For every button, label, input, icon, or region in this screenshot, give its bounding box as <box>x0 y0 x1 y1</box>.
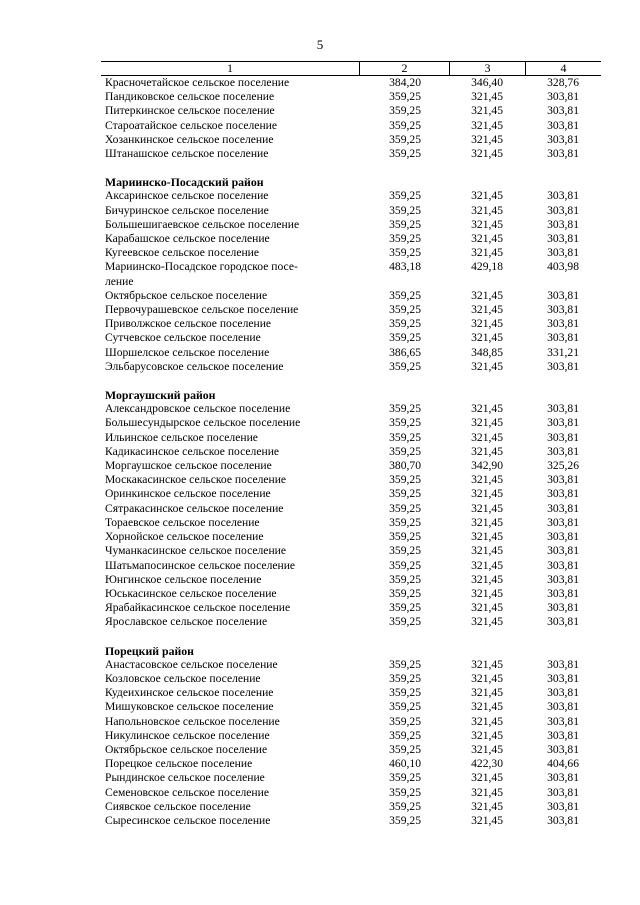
value-col-4: 303,81 <box>547 331 579 345</box>
table-row <box>101 90 601 104</box>
value-col-2: 359,25 <box>389 147 421 161</box>
settlement-name <box>101 260 360 288</box>
settlement-name: Никулинское сельское поселение <box>105 728 270 742</box>
table-row <box>101 587 601 601</box>
value-col-3: 321,45 <box>471 700 503 714</box>
value-col-2: 359,25 <box>389 530 421 544</box>
value-col-3: 321,45 <box>471 671 503 685</box>
value-col-2: 359,25 <box>389 572 421 586</box>
settlement-name: Моргаушское сельское поселение <box>105 459 272 473</box>
value-col-3: 321,45 <box>471 90 503 104</box>
page-number: 5 <box>316 37 324 52</box>
value-col-3: 321,45 <box>471 288 503 302</box>
settlement-name: Эльбарусовское сельское поселение <box>105 359 284 373</box>
value-col-3: 321,45 <box>471 303 503 317</box>
value-col-2: 359,25 <box>389 118 421 132</box>
value-col-3: 321,45 <box>471 147 503 161</box>
settlement-name: Бичуринское сельское поселение <box>105 203 269 217</box>
table-header <box>101 61 601 76</box>
value-col-4: 303,81 <box>547 813 579 827</box>
settlement-name: Аксаринское сельское поселение <box>105 189 269 203</box>
settlement-name: Хозанкинское сельское поселение <box>105 132 274 146</box>
table-row <box>101 218 601 232</box>
value-col-4: 303,81 <box>547 118 579 132</box>
settlement-name: Сятракасинское сельское поселение <box>105 501 284 515</box>
value-col-2: 460,10 <box>389 757 421 771</box>
value-col-3: 321,45 <box>471 515 503 529</box>
table-row <box>101 729 601 743</box>
settlement-name: Юнгинское сельское поселение <box>105 572 262 586</box>
settlement-name: Ильинское сельское поселение <box>105 430 258 444</box>
value-col-2: 380,70 <box>389 459 421 473</box>
value-col-3: 321,45 <box>471 742 503 756</box>
value-col-2: 359,25 <box>389 317 421 331</box>
table-row <box>101 232 601 246</box>
value-col-4: 303,81 <box>547 430 579 444</box>
table-row <box>101 360 601 374</box>
value-col-2: 359,25 <box>389 444 421 458</box>
value-col-2: 359,25 <box>389 714 421 728</box>
table-row <box>101 104 601 118</box>
value-col-4: 303,81 <box>547 601 579 615</box>
value-col-3: 321,45 <box>471 246 503 260</box>
settlement-name: Сутчевское сельское поселение <box>105 331 261 345</box>
value-col-4: 303,81 <box>547 572 579 586</box>
settlement-name: Шоршелское сельское поселение <box>105 345 270 359</box>
table-row <box>101 119 601 133</box>
value-col-3: 321,45 <box>471 586 503 600</box>
settlement-name: Сиявское сельское поселение <box>105 799 251 813</box>
value-col-3: 321,45 <box>471 331 503 345</box>
settlement-name: Сыресинское сельское поселение <box>105 813 271 827</box>
value-col-2: 359,25 <box>389 288 421 302</box>
value-col-2: 359,25 <box>389 515 421 529</box>
table-row <box>101 133 601 147</box>
value-col-4: 303,81 <box>547 615 579 629</box>
value-col-2: 359,25 <box>389 615 421 629</box>
settlement-name: Чуманкасинское сельское поселение <box>105 544 287 558</box>
value-col-4: 303,81 <box>547 671 579 685</box>
settlement-name: Староатайское сельское поселение <box>105 118 277 132</box>
value-col-4: 303,81 <box>547 303 579 317</box>
value-col-3: 321,45 <box>471 530 503 544</box>
value-col-4: 404,66 <box>547 757 579 771</box>
value-col-2: 359,25 <box>389 232 421 246</box>
table-row <box>101 416 601 430</box>
value-col-3: 321,45 <box>471 416 503 430</box>
table-row <box>101 573 601 587</box>
tariff-table <box>101 61 601 828</box>
settlement-name: Кадикасинское сельское поселение <box>105 444 280 458</box>
table-row <box>101 147 601 161</box>
value-col-3: 321,45 <box>471 189 503 203</box>
value-col-4: 303,81 <box>547 444 579 458</box>
settlement-name: Большесундырское сельское поселение <box>105 416 301 430</box>
header-col-2: 2 <box>360 62 450 75</box>
value-col-2: 359,25 <box>389 359 421 373</box>
settlement-name-line1: Мариинско-Посадское городское посе- <box>105 260 298 274</box>
value-col-2: 483,18 <box>389 260 421 274</box>
settlement-name: Штанашское сельское поселение <box>105 147 269 161</box>
table-row <box>101 516 601 530</box>
value-col-4: 303,81 <box>547 530 579 544</box>
value-col-3: 348,85 <box>471 345 503 359</box>
table-row <box>101 431 601 445</box>
settlement-name: Москакасинское сельское поселение <box>105 473 287 487</box>
value-col-4: 403,98 <box>547 260 579 274</box>
district-title: Моргаушский район <box>105 388 216 403</box>
value-col-2: 359,25 <box>389 487 421 501</box>
value-col-2: 359,25 <box>389 501 421 515</box>
table-row <box>101 530 601 544</box>
value-col-3: 321,45 <box>471 359 503 373</box>
value-col-2: 359,25 <box>389 430 421 444</box>
value-col-3: 321,45 <box>471 104 503 118</box>
value-col-4: 303,81 <box>547 785 579 799</box>
value-col-4: 303,81 <box>547 203 579 217</box>
value-col-3: 321,45 <box>471 317 503 331</box>
value-col-4: 303,81 <box>547 515 579 529</box>
table-row <box>101 771 601 785</box>
value-col-2: 359,25 <box>389 586 421 600</box>
settlement-name: Первочурашевское сельское поселение <box>105 303 299 317</box>
value-col-3: 321,45 <box>471 118 503 132</box>
value-col-4: 303,81 <box>547 217 579 231</box>
settlement-name: Напольновское сельское поселение <box>105 714 280 728</box>
settlement-name: Юськасинское сельское поселение <box>105 586 277 600</box>
value-col-3: 321,45 <box>471 771 503 785</box>
table-row <box>101 189 601 203</box>
table-row <box>101 544 601 558</box>
settlement-name: Оринкинское сельское поселение <box>105 487 271 501</box>
table-row <box>101 715 601 729</box>
value-col-4: 303,81 <box>547 473 579 487</box>
value-col-4: 303,81 <box>547 359 579 373</box>
settlement-name: Рындинское сельское поселение <box>105 771 265 785</box>
value-col-3: 321,45 <box>471 615 503 629</box>
header-col-4: 4 <box>560 61 567 75</box>
value-col-4: 303,81 <box>547 487 579 501</box>
value-col-3: 321,45 <box>471 657 503 671</box>
value-col-2: 359,25 <box>389 671 421 685</box>
table-row <box>101 473 601 487</box>
value-col-3: 321,45 <box>471 601 503 615</box>
value-col-4: 303,81 <box>547 246 579 260</box>
value-col-4: 303,81 <box>547 416 579 430</box>
table-row <box>101 800 601 814</box>
district-title: Мариинско-Посадский район <box>105 175 264 190</box>
settlement-name: Козловское сельское поселение <box>105 671 261 685</box>
table-row <box>101 204 601 218</box>
settlement-name: Красночетайское сельское поселение <box>105 76 290 89</box>
value-col-3: 321,45 <box>471 203 503 217</box>
value-col-2: 359,25 <box>389 799 421 813</box>
settlement-name: Октябрьское сельское поселение <box>105 742 268 756</box>
table-body <box>101 76 601 828</box>
header-col-1: 1 <box>101 62 360 75</box>
table-row <box>101 289 601 303</box>
value-col-2: 359,25 <box>389 657 421 671</box>
value-col-2: 359,25 <box>389 544 421 558</box>
table-row <box>101 757 601 771</box>
settlement-name-line2: ление <box>105 274 134 288</box>
value-col-2: 359,25 <box>389 728 421 742</box>
value-col-3: 321,45 <box>471 501 503 515</box>
value-col-2: 359,25 <box>389 246 421 260</box>
value-col-3: 321,45 <box>471 813 503 827</box>
table-row <box>101 459 601 473</box>
value-col-3: 342,90 <box>471 459 503 473</box>
table-row <box>101 487 601 501</box>
value-col-3: 321,45 <box>471 572 503 586</box>
settlement-name: Анастасовское сельское поселение <box>105 657 278 671</box>
value-col-4: 331,21 <box>547 345 579 359</box>
value-col-4: 328,76 <box>547 76 579 89</box>
settlement-name: Большешигаевское сельское поселение <box>105 217 300 231</box>
value-col-3: 321,45 <box>471 402 503 416</box>
value-col-2: 359,25 <box>389 601 421 615</box>
settlement-name: Мишуковское сельское поселение <box>105 700 274 714</box>
settlement-name: Кугеевское сельское поселение <box>105 246 260 260</box>
value-col-2: 359,25 <box>389 90 421 104</box>
value-col-4: 303,81 <box>547 714 579 728</box>
settlement-name: Карабашское сельское поселение <box>105 232 270 246</box>
value-col-2: 359,25 <box>389 217 421 231</box>
value-col-2: 386,65 <box>389 345 421 359</box>
settlement-name: Семеновское сельское поселение <box>105 785 269 799</box>
value-col-4: 303,81 <box>547 558 579 572</box>
value-col-4: 303,81 <box>547 544 579 558</box>
value-col-3: 321,45 <box>471 544 503 558</box>
value-col-3: 321,45 <box>471 487 503 501</box>
value-col-4: 303,81 <box>547 742 579 756</box>
settlement-name: Тораевское сельское поселение <box>105 515 260 529</box>
settlement-name: Кудеихинское сельское поселение <box>105 686 274 700</box>
table-row <box>101 559 601 573</box>
table-row <box>101 700 601 714</box>
value-col-3: 422,30 <box>471 757 503 771</box>
value-col-3: 346,40 <box>471 76 503 89</box>
table-row <box>101 502 601 516</box>
value-col-3: 321,45 <box>471 785 503 799</box>
value-col-4: 303,81 <box>547 700 579 714</box>
value-col-2: 359,25 <box>389 104 421 118</box>
value-col-4: 303,81 <box>547 104 579 118</box>
value-col-4: 303,81 <box>547 657 579 671</box>
settlement-name: Порецкое сельское поселение <box>105 757 253 771</box>
value-col-3: 321,45 <box>471 686 503 700</box>
value-col-4: 303,81 <box>547 501 579 515</box>
settlement-name: Приволжское сельское поселение <box>105 317 272 331</box>
value-col-2: 359,25 <box>389 189 421 203</box>
value-col-3: 321,45 <box>471 232 503 246</box>
value-col-3: 321,45 <box>471 728 503 742</box>
value-col-4: 303,81 <box>547 317 579 331</box>
settlement-name: Октябрьское сельское поселение <box>105 288 268 302</box>
value-col-3: 321,45 <box>471 217 503 231</box>
value-col-3: 321,45 <box>471 430 503 444</box>
value-col-2: 359,25 <box>389 331 421 345</box>
value-col-4: 303,81 <box>547 189 579 203</box>
value-col-4: 303,81 <box>547 402 579 416</box>
table-row <box>101 601 601 615</box>
value-col-2: 359,25 <box>389 132 421 146</box>
value-col-4: 303,81 <box>547 132 579 146</box>
value-col-2: 359,25 <box>389 785 421 799</box>
value-col-4: 303,81 <box>547 686 579 700</box>
table-row <box>101 814 601 828</box>
value-col-2: 359,25 <box>389 813 421 827</box>
table-row <box>101 402 601 416</box>
value-col-4: 303,81 <box>547 90 579 104</box>
value-col-4: 303,81 <box>547 728 579 742</box>
district-title: Порецкий район <box>105 643 194 658</box>
table-row <box>101 246 601 260</box>
settlement-name: Пандиковское сельское поселение <box>105 90 275 104</box>
settlement-name: Александровское сельское поселение <box>105 402 291 416</box>
table-row <box>101 743 601 757</box>
value-col-2: 359,25 <box>389 558 421 572</box>
table-row <box>101 76 601 90</box>
table-row <box>101 331 601 345</box>
value-col-3: 321,45 <box>471 799 503 813</box>
table-row <box>101 686 601 700</box>
value-col-3: 321,45 <box>471 444 503 458</box>
settlement-name: Питеркинское сельское поселение <box>105 104 275 118</box>
value-col-2: 359,25 <box>389 402 421 416</box>
value-col-3: 429,18 <box>471 260 503 274</box>
table-row <box>101 615 601 629</box>
table-row <box>101 346 601 360</box>
value-col-4: 325,26 <box>547 459 579 473</box>
value-col-2: 359,25 <box>389 416 421 430</box>
value-col-4: 303,81 <box>547 288 579 302</box>
value-col-2: 359,25 <box>389 473 421 487</box>
value-col-4: 303,81 <box>547 232 579 246</box>
value-col-4: 303,81 <box>547 586 579 600</box>
value-col-3: 321,45 <box>471 714 503 728</box>
settlement-name: Шатьмапосинское сельское поселение <box>105 558 296 572</box>
table-row <box>101 672 601 686</box>
settlement-name: Хорнойское сельское поселение <box>105 530 264 544</box>
table-row <box>101 260 601 288</box>
table-row <box>101 658 601 672</box>
value-col-3: 321,45 <box>471 132 503 146</box>
table-row <box>101 303 601 317</box>
value-col-2: 359,25 <box>389 686 421 700</box>
value-col-2: 359,25 <box>389 303 421 317</box>
value-col-2: 359,25 <box>389 700 421 714</box>
settlement-name: Ярабайкасинское сельское поселение <box>105 601 291 615</box>
value-col-4: 303,81 <box>547 771 579 785</box>
settlement-name: Ярославское сельское поселение <box>105 615 268 629</box>
value-col-4: 303,81 <box>547 147 579 161</box>
value-col-3: 321,45 <box>471 558 503 572</box>
value-col-4: 303,81 <box>547 799 579 813</box>
header-col-3: 3 <box>450 62 526 75</box>
table-row <box>101 445 601 459</box>
value-col-3: 321,45 <box>471 473 503 487</box>
value-col-2: 359,25 <box>389 742 421 756</box>
value-col-2: 359,25 <box>389 771 421 785</box>
table-row <box>101 786 601 800</box>
value-col-2: 359,25 <box>389 203 421 217</box>
table-row <box>101 317 601 331</box>
value-col-2: 384,20 <box>389 76 421 89</box>
